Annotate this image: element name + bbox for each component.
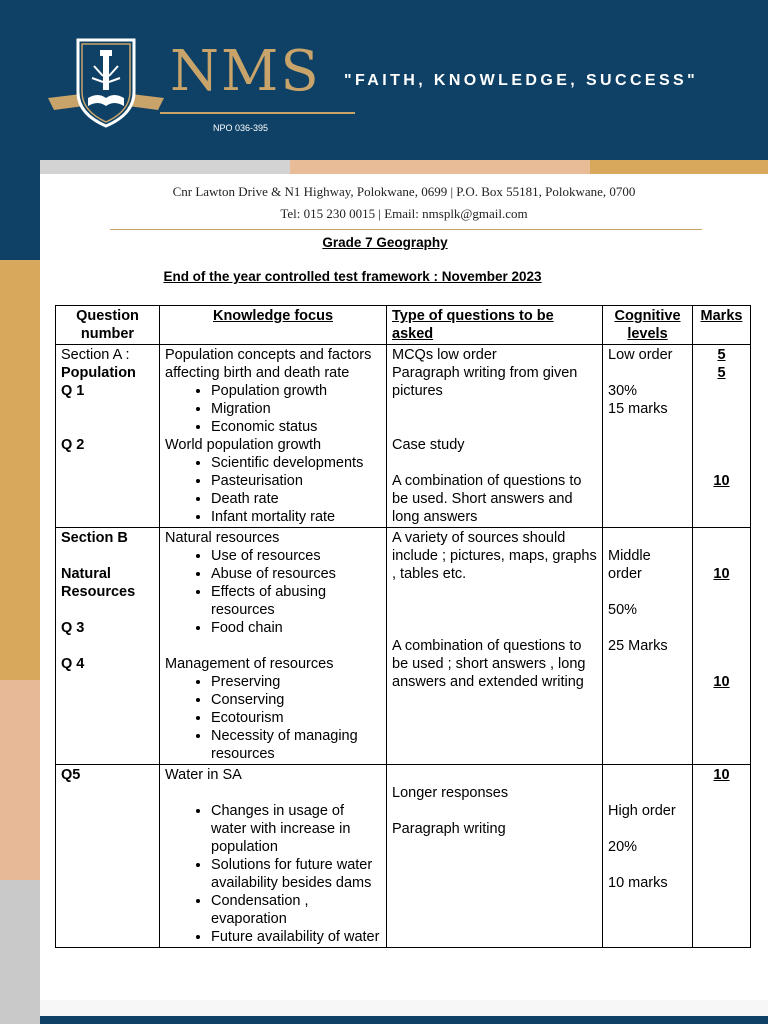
cognitive-text: Low order bbox=[608, 347, 673, 363]
marks-value: 10 bbox=[713, 767, 730, 783]
q5-cognitive bbox=[603, 765, 693, 948]
list-item: • Future availability of water bbox=[211, 928, 381, 946]
marks-value: 10 bbox=[713, 674, 730, 690]
list-item: • Solutions for future water availability besides dams bbox=[211, 856, 381, 892]
school-address: Cnr Lawton Drive & N1 Highway, Polokwane, 0699 | P.O. Box 55181, Polokwane, 0700 bbox=[172, 184, 636, 199]
section-a-cognitive bbox=[603, 345, 693, 528]
focus-text: Population concepts and factors affecting birth and death rate bbox=[165, 347, 372, 381]
list-item: • Death rate bbox=[211, 490, 381, 508]
footer-strip bbox=[40, 1016, 768, 1024]
cognitive-text: 10 marks bbox=[608, 875, 668, 891]
type-text: Paragraph writing bbox=[392, 821, 506, 837]
type-text: A variety of sources should include ; pictures, maps, graphs , tables etc. bbox=[392, 530, 597, 582]
list-item: • Preserving bbox=[211, 673, 381, 691]
focus-text: World population growth bbox=[165, 437, 322, 453]
section-a-question bbox=[56, 345, 160, 528]
list-item: • Migration bbox=[211, 400, 381, 418]
cognitive-text: 20% bbox=[608, 839, 638, 855]
header-knowledge-focus: Knowledge focus bbox=[160, 306, 387, 345]
section-a-type bbox=[387, 345, 603, 528]
header-question-number: Question number bbox=[56, 306, 160, 345]
q5-type bbox=[387, 765, 603, 948]
list-item: • Food chain bbox=[211, 619, 381, 637]
list-item: • Use of resources bbox=[211, 547, 381, 565]
table-row bbox=[56, 345, 751, 528]
header-divider bbox=[110, 229, 702, 230]
list-item: • Condensation , evaporation bbox=[211, 892, 381, 928]
list-item: • Economic status bbox=[211, 418, 381, 436]
section-b-type bbox=[387, 528, 603, 765]
section-a-topic: Population bbox=[61, 365, 136, 381]
type-text: A combination of questions to be used ; short answers , long answers and extended writing bbox=[392, 638, 586, 690]
school-crest-icon bbox=[46, 36, 166, 131]
list-item: • Changes in usage of water with increase in population bbox=[211, 802, 381, 856]
cognitive-text: 15 marks bbox=[608, 401, 668, 417]
brand-underline bbox=[160, 112, 355, 114]
school-motto: "FAITH, KNOWLEDGE, SUCCESS" bbox=[344, 72, 699, 89]
section-a-label: Section A : bbox=[61, 347, 130, 363]
list-item: • Necessity of managing resources bbox=[211, 727, 381, 763]
list-item: • Population growth bbox=[211, 382, 381, 400]
cognitive-text: High order bbox=[608, 803, 676, 819]
table-row bbox=[56, 528, 751, 765]
q1-label: Q 1 bbox=[61, 383, 85, 399]
list-item: • Scientific developments bbox=[211, 454, 381, 472]
q3-label: Q 3 bbox=[61, 620, 85, 636]
band-peach bbox=[290, 160, 590, 174]
q5-question bbox=[56, 765, 160, 948]
type-text: Case study bbox=[392, 437, 465, 453]
type-text: A combination of questions to be used. Short answers and long answers bbox=[392, 473, 582, 525]
list-item: • Pasteurisation bbox=[211, 472, 381, 490]
q5-focus bbox=[160, 765, 387, 948]
q5-marks bbox=[693, 765, 751, 948]
subject-title: Grade 7 Geography bbox=[322, 235, 448, 250]
section-b-label: Section B bbox=[61, 530, 128, 546]
marks-value: 5 bbox=[717, 365, 726, 381]
list-item: • Abuse of resources bbox=[211, 565, 381, 583]
header-cognitive-levels: Cognitive levels bbox=[603, 306, 693, 345]
section-b-cognitive bbox=[603, 528, 693, 765]
cognitive-text: 25 Marks bbox=[608, 638, 668, 654]
framework-title: End of the year controlled test framework : November 2023 bbox=[163, 269, 542, 284]
band-tan bbox=[590, 160, 768, 174]
list-item: • Effects of abusing resources bbox=[211, 583, 381, 619]
q4-label: Q 4 bbox=[61, 656, 85, 672]
table-header-row bbox=[56, 306, 751, 345]
focus-text: Natural resources bbox=[165, 530, 280, 546]
section-b-topic: Natural Resources bbox=[61, 566, 136, 600]
marks-value: 5 bbox=[717, 347, 726, 363]
header-question-type: Type of questions to be asked bbox=[387, 306, 603, 345]
type-text: Longer responses bbox=[392, 785, 509, 801]
header-marks: Marks bbox=[693, 306, 751, 345]
list-item: • Infant mortality rate bbox=[211, 508, 381, 526]
focus-text: Water in SA bbox=[165, 767, 242, 783]
q2-label: Q 2 bbox=[61, 437, 85, 453]
section-b-focus bbox=[160, 528, 387, 765]
type-text: Paragraph writing from given pictures bbox=[392, 365, 578, 399]
cognitive-text: 50% bbox=[608, 602, 638, 618]
q5-label: Q5 bbox=[61, 767, 81, 783]
marks-value: 10 bbox=[713, 473, 730, 489]
brand-name: NMS bbox=[170, 39, 321, 104]
table-row bbox=[56, 765, 751, 948]
npo-number: NPO 036-395 bbox=[213, 123, 269, 133]
marks-value: 10 bbox=[713, 566, 730, 582]
left-decor-gray bbox=[0, 880, 40, 1024]
section-a-focus bbox=[160, 345, 387, 528]
list-item: • Conserving bbox=[211, 691, 381, 709]
section-b-marks bbox=[693, 528, 751, 765]
cognitive-text: 30% bbox=[608, 383, 638, 399]
cognitive-text: Middle order bbox=[608, 548, 651, 582]
left-decor-tan bbox=[0, 260, 40, 680]
section-a-marks bbox=[693, 345, 751, 528]
framework-table bbox=[55, 305, 751, 948]
left-decor-peach bbox=[0, 680, 40, 880]
focus-text: Management of resources bbox=[165, 656, 334, 672]
list-item: • Ecotourism bbox=[211, 709, 381, 727]
type-text: MCQs low order bbox=[392, 347, 497, 363]
band-gray bbox=[40, 160, 290, 174]
section-b-question bbox=[56, 528, 160, 765]
school-contact: Tel: 015 230 0015 | Email: nmsplk@gmail.com bbox=[280, 206, 528, 221]
